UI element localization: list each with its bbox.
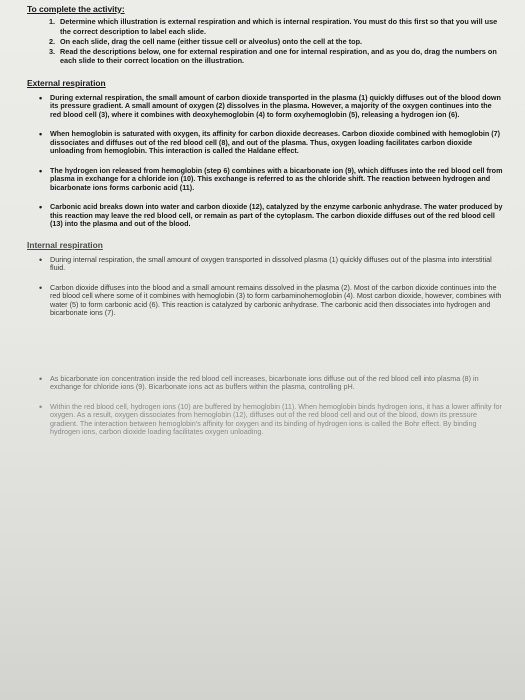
bullet-text: When hemoglobin is saturated with oxygen, its affinity for carbon dioxide decreases. Carbon dioxide combined with hemoglobin (7) dissociates and diffuses out of the red blood cell (8), and out of the plasma. Thus, oxygen loading facilitates carbon dioxide unloading from hemoglobin. This interaction is called the Haldane effect. [50,129,501,156]
bullet-text: As bicarbonate ion concentration inside the red blood cell increases, bicarbonate ions diffuse out of the red blood cell into plasma (8) in exchange for chloride ions (9). Bicarbonate ions act as buffers within the plasma, controlling pH. [50,373,479,392]
instructions-steps [49,17,503,66]
internal-bullet [39,284,503,318]
bullet-text: Carbonic acid breaks down into water and carbon dioxide (12), catalyzed by the enzyme carbonic anhydrase. The water produced by this reaction may leave the red blood cell, or remain as part of the cytoplasm. The carbon dioxide diffuses out of the red blood cell (13) into the plasma and out of the blood. [50,202,503,229]
internal-bullet [39,403,503,437]
bullet-dot: • [39,165,43,176]
bullet-dot: • [39,202,43,213]
bullet-dot: • [39,401,43,412]
instructions-heading: To complete the activity: [27,4,125,14]
bullet-text: During internal respiration, the small amount of oxygen transported in dissolved plasma (1) quickly diffuses out of the plasma into interstitial fluid. [50,254,492,273]
step-text: Read the descriptions below, one for external respiration and one for internal respiration, and as you do, drag the numbers on each slide to their correct location on the illustration. [60,46,497,66]
bullet-text: The hydrogen ion released from hemoglobin (step 6) combines with a bicarbonate ion (9), which diffuses into the red blood cell from plasma in exchange for a chloride ion (10). This exchange is referred to as the chloride shift. The reaction between hydrogen and bicarbonate ions forms carbonic acid (11). [50,165,503,192]
bullet-text: During external respiration, the small amount of carbon dioxide transported in the plasma (1) quickly diffuses out of the blood down its pressure gradient. A small amount of oxygen (2) dissolves in the plasma. However, a majority of the oxygen continues into the red blood cell (3), where it combines with deoxyhemoglobin (4) to form oxyhemoglobin (5), releasing a hydrogen ion (6). [50,92,501,119]
internal-respiration-section [27,240,503,437]
step-number: 1. [49,17,56,26]
external-bullet [39,167,503,193]
step-number: 2. [49,36,56,46]
bullet-dot: • [39,92,43,103]
bullet-text: Within the red blood cell, hydrogen ions (10) are buffered by hemoglobin (11). When hemoglobin binds hydrogen ions, it has a lower affinity for oxygen. As a result, oxygen dissociates from hemoglobin (12), diffuses out of the red blood cell and out of the blood, down its pressure gradient. The interaction between hemoglobin's affinity for oxygen and its binding of hydrogen ions is called the Bohr effect. By binding hydrogen ions, carbon dioxide loading facilitates oxygen unloading. [50,401,502,437]
internal-respiration-title: Internal respiration [27,239,103,250]
bullet-dot: • [39,129,43,140]
external-bullet [39,203,503,229]
bullet-dot: • [39,254,43,265]
step-number: 3. [49,46,56,56]
external-respiration-section [27,78,503,229]
step-text: Determine which illustration is external respiration and which is internal respiration. You must do this first so that you will use the correct description to label each slide. [60,17,498,36]
external-respiration-title: External respiration [27,77,106,88]
bullet-dot: • [39,373,43,384]
bullet-text: Carbon dioxide diffuses into the blood and a small amount remains dissolved in the plasma (2). Most of the carbon dioxide continues into the red blood cell where some of it combines with hemoglobin (3) to form carbaminohemoglobin (4). Most carbon dioxide, however, combines with water (5) to form carbonic acid (6). This reaction is catalyzed by carbonic anhydrase. The carbonic acid then dissociates into hydrogen and bicarbonate ions (7). [50,282,502,318]
step-item [49,17,503,36]
external-bullet [39,130,503,156]
bullet-dot: • [39,282,43,293]
step-text: On each slide, drag the cell name (either tissue cell or alveolus) onto the cell at the top. [60,36,363,46]
step-item [49,47,503,66]
internal-bullet [39,375,503,392]
step-item [49,37,503,47]
internal-bullet [39,256,503,273]
blank-gap [27,329,503,375]
external-bullet [39,94,503,120]
